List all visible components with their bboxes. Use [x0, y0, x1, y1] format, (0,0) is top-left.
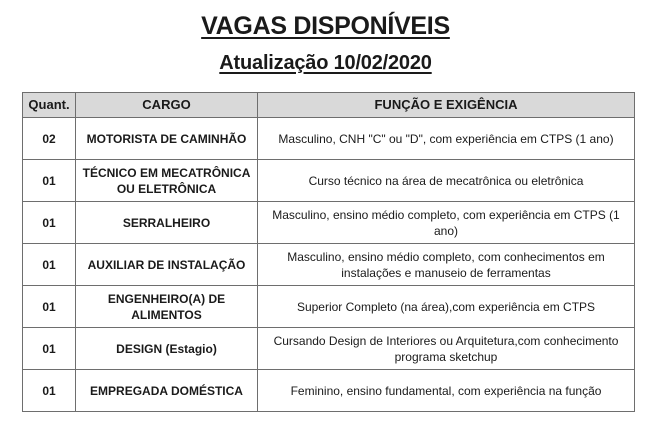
cell-quant: 01 — [23, 286, 76, 328]
table-row — [23, 244, 635, 286]
cell-cargo: SERRALHEIRO — [76, 202, 258, 244]
table-header-row — [23, 93, 635, 118]
cell-quant: 01 — [23, 244, 76, 286]
column-header-cargo: CARGO — [76, 93, 258, 118]
cell-cargo: EMPREGADA DOMÉSTICA — [76, 370, 258, 412]
cell-funcao: Masculino, ensino médio completo, com conhecimentos em instalações e manuseio de ferramentas — [258, 244, 635, 286]
cell-cargo: DESIGN (Estagio) — [76, 328, 258, 370]
cell-cargo: MOTORISTA DE CAMINHÃO — [76, 118, 258, 160]
cell-cargo: ENGENHEIRO(A) DE ALIMENTOS — [76, 286, 258, 328]
table-row — [23, 286, 635, 328]
table-row — [23, 202, 635, 244]
cell-quant: 01 — [23, 328, 76, 370]
page-title — [0, 12, 651, 41]
cell-quant: 01 — [23, 160, 76, 202]
cell-funcao: Cursando Design de Interiores ou Arquitetura,com conhecimento programa sketchup — [258, 328, 635, 370]
cell-funcao: Masculino, ensino médio completo, com experiência em CTPS (1 ano) — [258, 202, 635, 244]
cell-quant: 02 — [23, 118, 76, 160]
page-title-text: VAGAS DISPONÍVEIS — [201, 12, 450, 40]
cell-funcao: Masculino, CNH "C" ou "D", com experiência em CTPS (1 ano) — [258, 118, 635, 160]
table-row — [23, 118, 635, 160]
cell-cargo: TÉCNICO EM MECATRÔNICA OU ELETRÔNICA — [76, 160, 258, 202]
column-header-quant: Quant. — [23, 93, 76, 118]
update-date-text: Atualização 10/02/2020 — [219, 52, 432, 74]
cell-funcao: Feminino, ensino fundamental, com experiência na função — [258, 370, 635, 412]
table-row — [23, 160, 635, 202]
update-date — [0, 52, 651, 75]
cell-quant: 01 — [23, 370, 76, 412]
table-row — [23, 370, 635, 412]
cell-funcao: Superior Completo (na área),com experiência em CTPS — [258, 286, 635, 328]
vacancies-table — [22, 92, 635, 412]
cell-quant: 01 — [23, 202, 76, 244]
cell-cargo: AUXILIAR DE INSTALAÇÃO — [76, 244, 258, 286]
cell-funcao: Curso técnico na área de mecatrônica ou eletrônica — [258, 160, 635, 202]
column-header-funcao: FUNÇÃO E EXIGÊNCIA — [258, 93, 635, 118]
table-row — [23, 328, 635, 370]
